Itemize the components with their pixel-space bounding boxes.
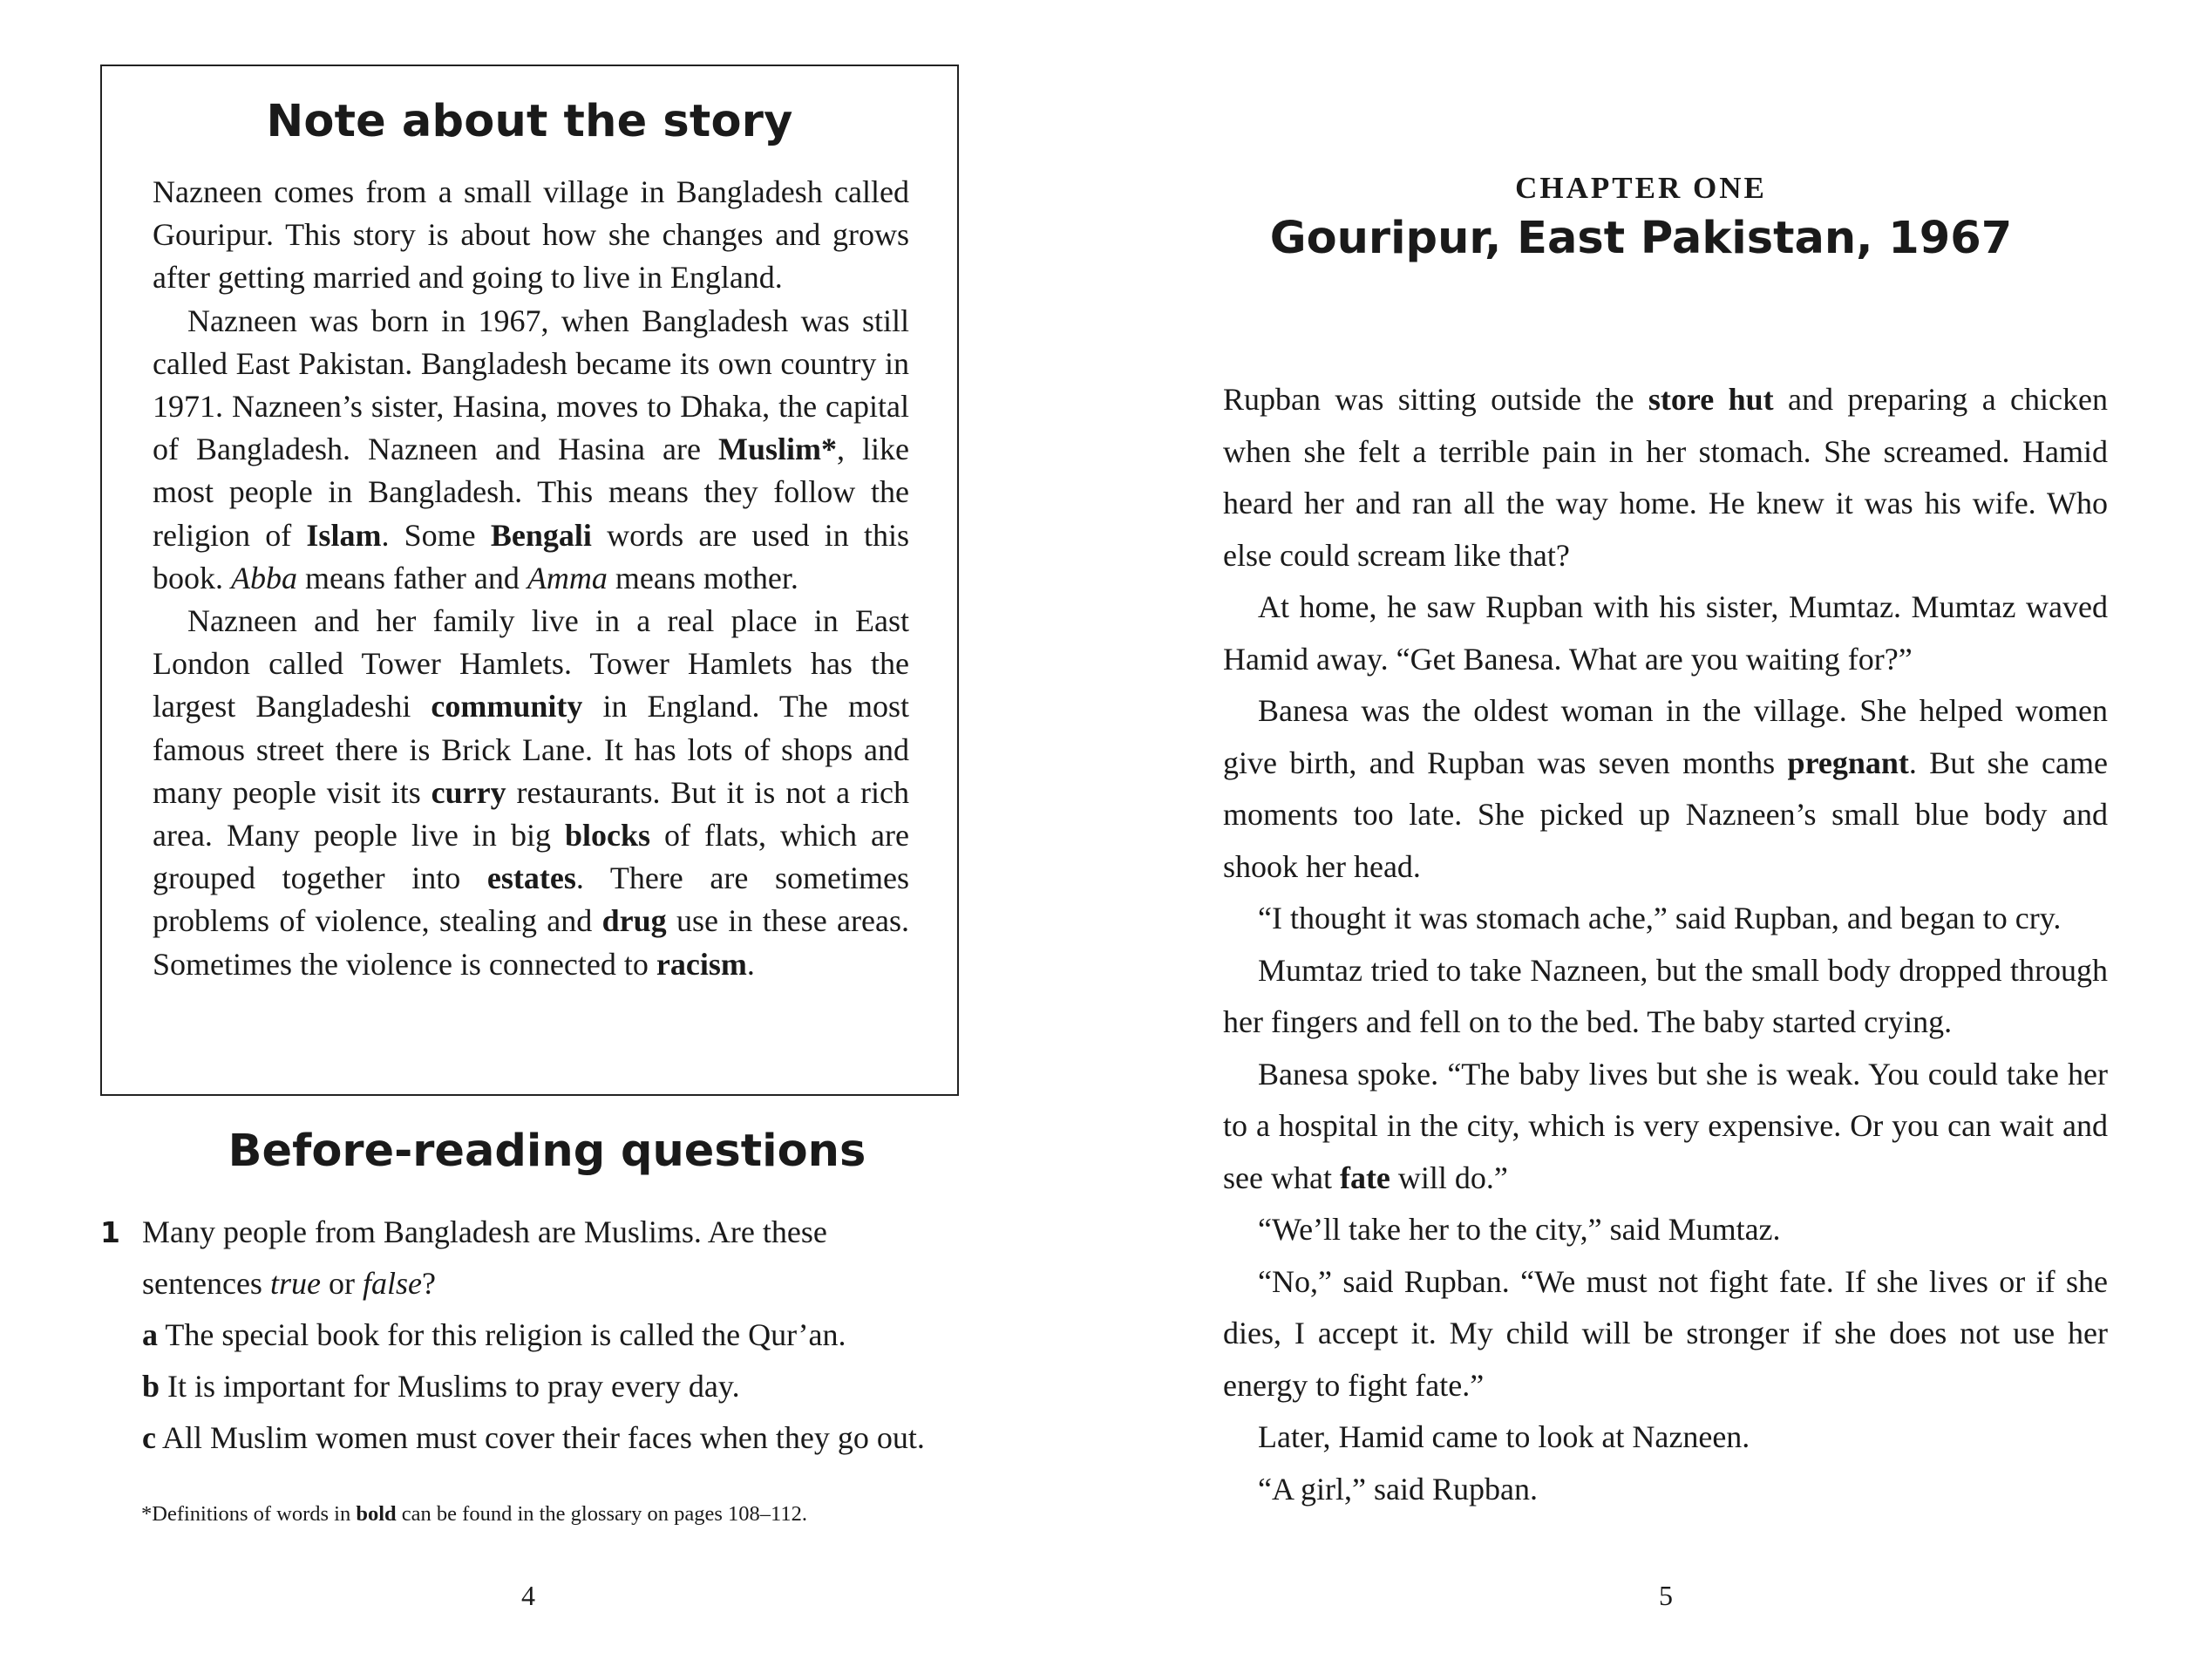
text-run: Nazneen comes from a small village in Bangladesh called Gouripur. This story is about how she changes and grows after getting married and going to live in England. xyxy=(153,174,909,296)
question-1 xyxy=(100,1207,972,1464)
question-number: 1 xyxy=(100,1215,120,1249)
glossary-term-community: community xyxy=(431,689,583,724)
text-run: Banesa spoke. “The baby lives but she is weak. You could take her to a hospital in the city, which is very expensive. Or you can wait and see what xyxy=(1223,1056,2108,1195)
story-paragraph-6 xyxy=(1223,1049,2108,1205)
story-paragraph-10 xyxy=(1223,1464,2108,1516)
glossary-term-muslim: Muslim* xyxy=(717,432,837,467)
text-run: . xyxy=(746,946,755,982)
note-paragraph-2 xyxy=(153,300,909,600)
text-run: will do.” xyxy=(1390,1160,1508,1195)
question-line-2 xyxy=(142,1258,972,1309)
text-run: Banesa was the oldest woman in the village. She helped women give birth, and Rupban was seven months xyxy=(1223,693,2108,780)
text-run: words are used in this book. xyxy=(153,517,909,595)
text-run: sentences xyxy=(142,1266,270,1301)
glossary-term-blocks: blocks xyxy=(564,818,651,854)
story-paragraph-5 xyxy=(1223,945,2108,1049)
text-run: At home, he saw Rupban with his sister, Mumtaz. Mumtaz waved Hamid away. “Get Banesa. What are you waiting for?” xyxy=(1223,589,2108,677)
glossary-term-bengali: Bengali xyxy=(490,517,592,553)
glossary-term-islam: Islam xyxy=(306,517,382,553)
italic-word-amma: Amma xyxy=(527,560,608,595)
option-text: The special book for this religion is called the Qur’an. xyxy=(158,1317,846,1352)
note-title: Note about the story xyxy=(266,96,793,147)
text-run: or xyxy=(320,1266,363,1301)
text-run: Mumtaz tried to take Nazneen, but the small body dropped through her fingers and fell on to the bed. The baby started crying. xyxy=(1223,952,2108,1039)
text-run: means mother. xyxy=(607,560,798,595)
option-letter: c xyxy=(142,1420,156,1455)
glossary-term-racism: racism xyxy=(656,946,747,982)
glossary-term-store-hut: store hut xyxy=(1648,382,1774,417)
glossary-term-estates: estates xyxy=(486,860,576,896)
glossary-term-pregnant: pregnant xyxy=(1787,745,1909,780)
option-letter: b xyxy=(142,1369,160,1404)
before-reading-title: Before-reading questions xyxy=(228,1126,866,1177)
text-run: Later, Hamid came to look at Nazneen. xyxy=(1258,1419,1750,1454)
text-run: *Definitions of words in xyxy=(141,1502,357,1526)
footnote xyxy=(141,1500,1013,1529)
option-letter: a xyxy=(142,1317,158,1352)
story-paragraph-7 xyxy=(1223,1204,2108,1256)
story-paragraph-8 xyxy=(1223,1256,2108,1412)
story-paragraph-2 xyxy=(1223,582,2108,685)
text-run: “We’ll take her to the city,” said Mumtaz. xyxy=(1258,1212,1781,1247)
text-run: Nazneen was born in 1967, when Bangladesh was still called East Pakistan. Bangladesh became its own country in 1971. Nazneen’s sister, Hasina, moves to Dhaka, the capital of Bangladesh. Nazneen and Hasina are xyxy=(153,303,909,467)
chapter-label: CHAPTER ONE xyxy=(1515,171,1767,205)
text-run: . But she came moments too late. She picked up Nazneen’s small blue body and shook her head. xyxy=(1223,745,2108,884)
glossary-term-curry: curry xyxy=(431,774,506,810)
text-run: Rupban was sitting outside the xyxy=(1223,382,1648,417)
text-run: , like most people in Bangladesh. This means they follow the religion of xyxy=(153,432,910,553)
option-text: All Muslim women must cover their faces when they go out. xyxy=(155,1420,925,1455)
glossary-term-fate: fate xyxy=(1339,1160,1390,1195)
option-text: It is important for Muslims to pray every day. xyxy=(160,1369,740,1404)
text-run: Nazneen and her family live in a real place in East London called Tower Hamlets. Tower Hamlets has the largest Bangladeshi xyxy=(153,603,909,724)
story-paragraph-1 xyxy=(1223,374,2108,582)
text-run: can be found in the glossary on pages 108–112. xyxy=(396,1502,807,1526)
text-run: and preparing a chicken when she felt a terrible pain in her stomach. She screamed. Hamid heard her and ran all the way home. He knew it was his wife. Who else could scream like that? xyxy=(1223,382,2108,573)
text-run: “I thought it was stomach ache,” said Rupban, and began to cry. xyxy=(1258,901,2062,935)
note-paragraph-1 xyxy=(153,171,909,300)
italic-word-false: false xyxy=(362,1266,422,1301)
question-text xyxy=(142,1207,972,1464)
text-run: “No,” said Rupban. “We must not fight fate. If she lives or if she dies, I accept it. My child will be stronger if she does not use her energy to fight fate.” xyxy=(1223,1263,2108,1403)
story-paragraph-9 xyxy=(1223,1411,2108,1464)
right-page xyxy=(1094,0,2188,1680)
text-run: . Some xyxy=(381,517,491,553)
text-run: of flats, which are grouped together into xyxy=(153,818,909,896)
page-number-right: 5 xyxy=(1659,1580,1673,1611)
text-run: means father and xyxy=(297,560,527,595)
option-c xyxy=(142,1412,972,1464)
option-a xyxy=(142,1309,972,1361)
text-run: in England. The most famous street there is Brick Lane. It has lots of shops and many people visit its xyxy=(153,689,909,810)
text-run: use in these areas. Sometimes the violence is connected to xyxy=(153,903,909,982)
story-text xyxy=(1223,374,2108,1515)
text-run: “A girl,” said Rupban. xyxy=(1258,1471,1538,1507)
footnote-bold-word: bold xyxy=(356,1502,397,1526)
note-box xyxy=(100,65,959,1096)
italic-word-true: true xyxy=(269,1266,321,1301)
note-paragraph-3 xyxy=(153,600,909,986)
question-list xyxy=(100,1207,972,1464)
text-run: ? xyxy=(421,1266,436,1301)
question-line-1: Many people from Bangladesh are Muslims. Are these xyxy=(142,1214,827,1249)
page-number-left: 4 xyxy=(521,1580,535,1611)
text-run: restaurants. But it is not a rich area. Many people live in big xyxy=(153,774,909,854)
option-b xyxy=(142,1361,972,1412)
note-body xyxy=(153,171,909,986)
chapter-title: Gouripur, East Pakistan, 1967 xyxy=(1269,213,2013,264)
story-paragraph-3 xyxy=(1223,685,2108,893)
text-run: . There are sometimes problems of violence, stealing and xyxy=(153,860,909,939)
italic-word-abba: Abba xyxy=(231,560,297,595)
story-paragraph-4 xyxy=(1223,893,2108,945)
glossary-term-drug: drug xyxy=(601,903,667,939)
